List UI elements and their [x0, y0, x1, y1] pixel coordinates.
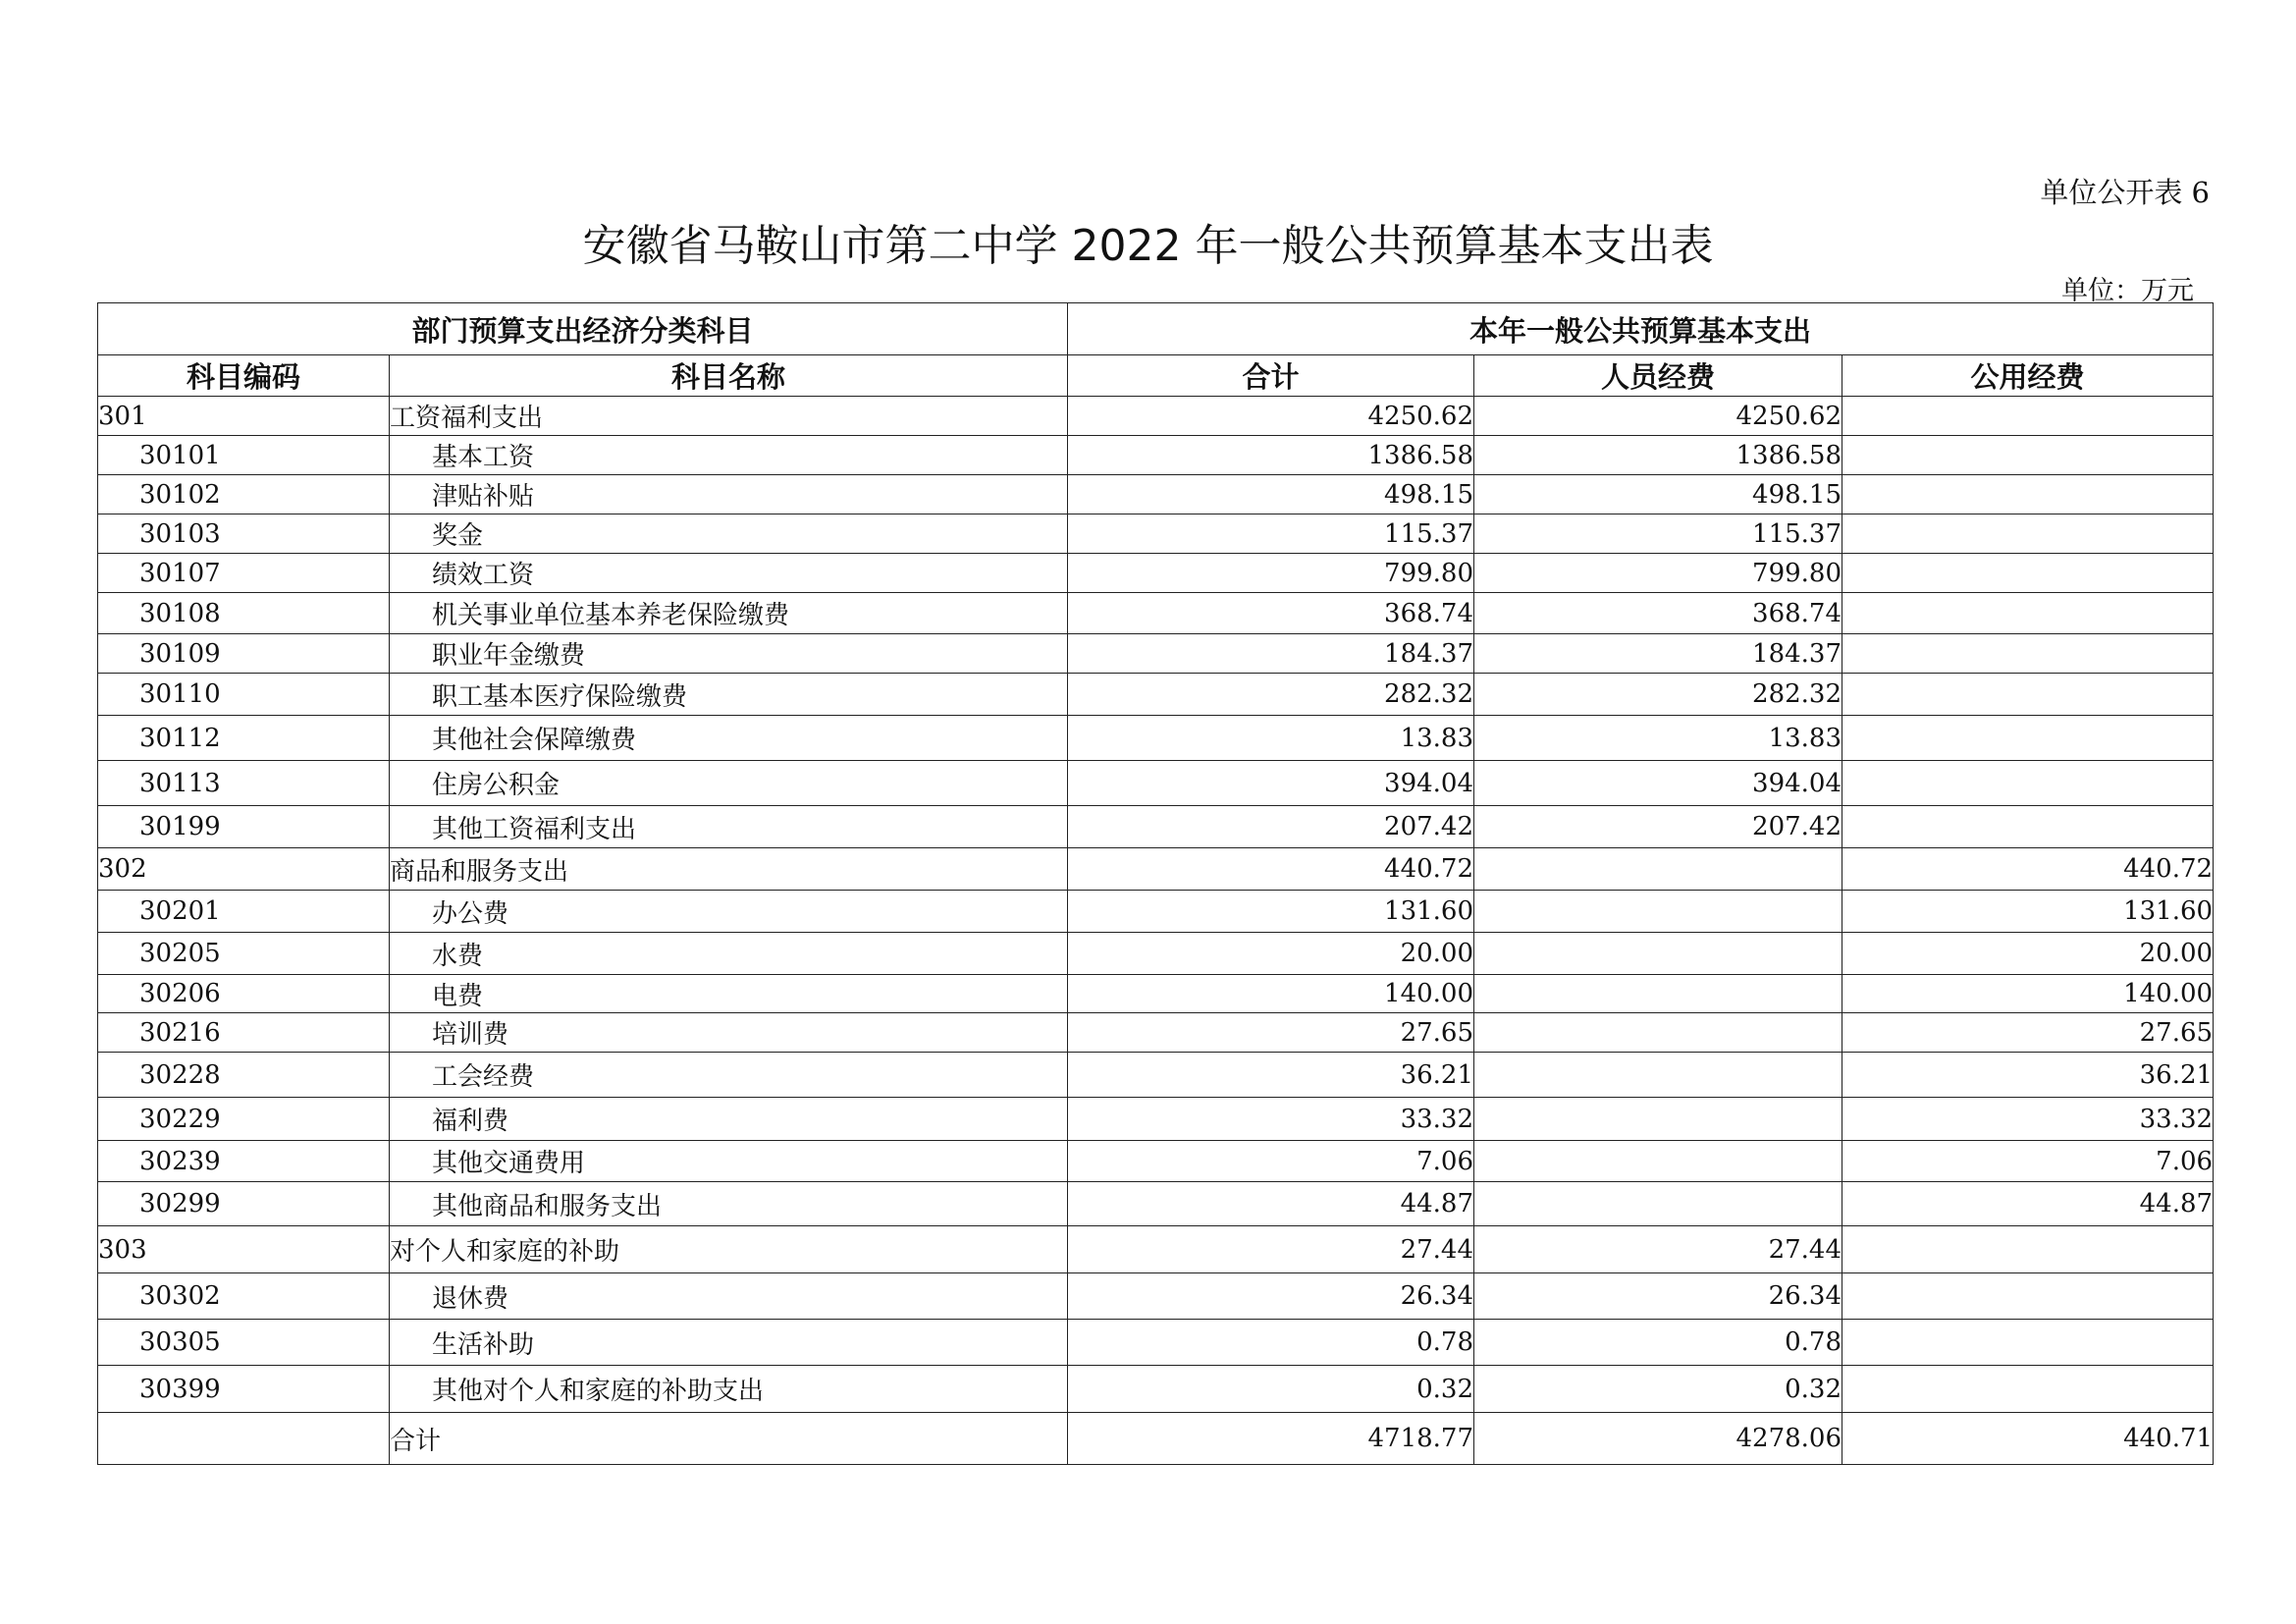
name-cell: 对个人和家庭的补助 — [390, 1226, 1068, 1273]
code-cell: 30216 — [98, 1013, 390, 1053]
code-cell: 30305 — [98, 1320, 390, 1366]
table-row — [98, 891, 2214, 933]
personnel-cell: 13.83 — [1474, 716, 1842, 761]
code-cell: 30201 — [98, 891, 390, 933]
table-row — [98, 1098, 2214, 1141]
table-row — [98, 1413, 2214, 1465]
unit-label: 单位：万元 — [2061, 276, 2194, 306]
personnel-cell — [1474, 1141, 1842, 1182]
personnel-cell — [1474, 975, 1842, 1013]
personnel-cell: 498.15 — [1474, 475, 1842, 514]
table-row — [98, 1226, 2214, 1273]
public-cell: 440.71 — [1842, 1413, 2214, 1465]
total-cell: 140.00 — [1068, 975, 1474, 1013]
total-cell: 7.06 — [1068, 1141, 1474, 1182]
name-cell: 绩效工资 — [390, 554, 1068, 593]
table-row — [98, 674, 2214, 716]
public-cell — [1842, 1366, 2214, 1413]
code-cell: 30108 — [98, 593, 390, 634]
personnel-cell — [1474, 891, 1842, 933]
total-cell: 0.32 — [1068, 1366, 1474, 1413]
table-row — [98, 761, 2214, 806]
personnel-cell: 207.42 — [1474, 806, 1842, 848]
total-cell: 4718.77 — [1068, 1413, 1474, 1465]
table-row — [98, 1366, 2214, 1413]
code-cell: 30110 — [98, 674, 390, 716]
public-cell: 440.72 — [1842, 848, 2214, 891]
personnel-cell: 282.32 — [1474, 674, 1842, 716]
page-title: 安徽省马鞍山市第二中学 2022 年一般公共预算基本支出表 — [582, 221, 1714, 271]
public-cell — [1842, 716, 2214, 761]
table-row — [98, 554, 2214, 593]
name-cell: 工资福利支出 — [390, 397, 1068, 436]
table-number-label: 单位公开表 6 — [2040, 176, 2210, 209]
name-cell: 电费 — [390, 975, 1068, 1013]
personnel-cell — [1474, 848, 1842, 891]
total-cell: 184.37 — [1068, 634, 1474, 674]
total-cell: 33.32 — [1068, 1098, 1474, 1141]
table-row — [98, 1141, 2214, 1182]
column-header-name: 科目名称 — [390, 355, 1068, 397]
total-cell: 27.44 — [1068, 1226, 1474, 1273]
personnel-cell: 0.78 — [1474, 1320, 1842, 1366]
total-cell: 282.32 — [1068, 674, 1474, 716]
table-row — [98, 593, 2214, 634]
name-cell: 其他社会保障缴费 — [390, 716, 1068, 761]
public-cell — [1842, 1320, 2214, 1366]
personnel-cell: 115.37 — [1474, 514, 1842, 554]
name-cell: 奖金 — [390, 514, 1068, 554]
table-row — [98, 1053, 2214, 1098]
code-cell: 30205 — [98, 933, 390, 975]
name-cell: 培训费 — [390, 1013, 1068, 1053]
personnel-cell: 0.32 — [1474, 1366, 1842, 1413]
name-cell: 职业年金缴费 — [390, 634, 1068, 674]
code-cell: 30399 — [98, 1366, 390, 1413]
total-cell: 799.80 — [1068, 554, 1474, 593]
total-cell: 44.87 — [1068, 1182, 1474, 1226]
group-header-classification: 部门预算支出经济分类科目 — [98, 303, 1068, 355]
budget-table — [97, 302, 2214, 1465]
table-row — [98, 975, 2214, 1013]
table-row — [98, 475, 2214, 514]
public-cell — [1842, 554, 2214, 593]
total-cell: 13.83 — [1068, 716, 1474, 761]
code-cell: 30103 — [98, 514, 390, 554]
column-header-code: 科目编码 — [98, 355, 390, 397]
name-cell: 商品和服务支出 — [390, 848, 1068, 891]
table-header — [98, 303, 2214, 397]
personnel-cell: 27.44 — [1474, 1226, 1842, 1273]
public-cell — [1842, 1226, 2214, 1273]
total-cell: 0.78 — [1068, 1320, 1474, 1366]
public-cell: 33.32 — [1842, 1098, 2214, 1141]
public-cell: 44.87 — [1842, 1182, 2214, 1226]
personnel-cell — [1474, 1013, 1842, 1053]
public-cell — [1842, 436, 2214, 475]
name-cell: 合计 — [390, 1413, 1068, 1465]
table-row — [98, 514, 2214, 554]
personnel-cell: 394.04 — [1474, 761, 1842, 806]
table-row — [98, 634, 2214, 674]
personnel-cell: 799.80 — [1474, 554, 1842, 593]
code-cell — [98, 1413, 390, 1465]
public-cell: 20.00 — [1842, 933, 2214, 975]
name-cell: 办公费 — [390, 891, 1068, 933]
name-cell: 其他商品和服务支出 — [390, 1182, 1068, 1226]
table-row — [98, 1182, 2214, 1226]
personnel-cell — [1474, 1182, 1842, 1226]
personnel-cell: 1386.58 — [1474, 436, 1842, 475]
code-cell: 30102 — [98, 475, 390, 514]
total-cell: 368.74 — [1068, 593, 1474, 634]
code-cell: 30228 — [98, 1053, 390, 1098]
name-cell: 其他交通费用 — [390, 1141, 1068, 1182]
public-cell — [1842, 397, 2214, 436]
public-cell — [1842, 674, 2214, 716]
table-row — [98, 1273, 2214, 1320]
personnel-cell: 184.37 — [1474, 634, 1842, 674]
name-cell: 其他对个人和家庭的补助支出 — [390, 1366, 1068, 1413]
table-row — [98, 1013, 2214, 1053]
code-cell: 30302 — [98, 1273, 390, 1320]
total-cell: 207.42 — [1068, 806, 1474, 848]
public-cell: 140.00 — [1842, 975, 2214, 1013]
public-cell: 131.60 — [1842, 891, 2214, 933]
public-cell: 7.06 — [1842, 1141, 2214, 1182]
total-cell: 440.72 — [1068, 848, 1474, 891]
name-cell: 机关事业单位基本养老保险缴费 — [390, 593, 1068, 634]
name-cell: 津贴补贴 — [390, 475, 1068, 514]
public-cell — [1842, 475, 2214, 514]
public-cell — [1842, 1273, 2214, 1320]
code-cell: 30206 — [98, 975, 390, 1013]
code-cell: 30229 — [98, 1098, 390, 1141]
code-cell: 30113 — [98, 761, 390, 806]
personnel-cell: 26.34 — [1474, 1273, 1842, 1320]
name-cell: 水费 — [390, 933, 1068, 975]
public-cell — [1842, 514, 2214, 554]
total-cell: 498.15 — [1068, 475, 1474, 514]
total-cell: 4250.62 — [1068, 397, 1474, 436]
public-cell — [1842, 806, 2214, 848]
name-cell: 工会经费 — [390, 1053, 1068, 1098]
personnel-cell — [1474, 1053, 1842, 1098]
code-cell: 30299 — [98, 1182, 390, 1226]
total-cell: 27.65 — [1068, 1013, 1474, 1053]
name-cell: 住房公积金 — [390, 761, 1068, 806]
table-row — [98, 933, 2214, 975]
public-cell — [1842, 761, 2214, 806]
code-cell: 30199 — [98, 806, 390, 848]
column-header-public: 公用经费 — [1842, 355, 2214, 397]
public-cell — [1842, 593, 2214, 634]
personnel-cell: 368.74 — [1474, 593, 1842, 634]
column-header-total: 合计 — [1068, 355, 1474, 397]
total-cell: 36.21 — [1068, 1053, 1474, 1098]
total-cell: 20.00 — [1068, 933, 1474, 975]
total-cell: 394.04 — [1068, 761, 1474, 806]
group-header-expenditure: 本年一般公共预算基本支出 — [1068, 303, 2214, 355]
table-row — [98, 397, 2214, 436]
total-cell: 115.37 — [1068, 514, 1474, 554]
total-cell: 1386.58 — [1068, 436, 1474, 475]
code-cell: 302 — [98, 848, 390, 891]
table-row — [98, 1320, 2214, 1366]
code-cell: 30107 — [98, 554, 390, 593]
code-cell: 301 — [98, 397, 390, 436]
name-cell: 生活补助 — [390, 1320, 1068, 1366]
column-header-personnel: 人员经费 — [1474, 355, 1842, 397]
public-cell: 27.65 — [1842, 1013, 2214, 1053]
code-cell: 30101 — [98, 436, 390, 475]
table-row — [98, 848, 2214, 891]
personnel-cell: 4278.06 — [1474, 1413, 1842, 1465]
total-cell: 26.34 — [1068, 1273, 1474, 1320]
code-cell: 303 — [98, 1226, 390, 1273]
name-cell: 职工基本医疗保险缴费 — [390, 674, 1068, 716]
code-cell: 30109 — [98, 634, 390, 674]
name-cell: 退休费 — [390, 1273, 1068, 1320]
personnel-cell — [1474, 1098, 1842, 1141]
name-cell: 其他工资福利支出 — [390, 806, 1068, 848]
table-body — [98, 397, 2214, 1465]
table-row — [98, 806, 2214, 848]
personnel-cell: 4250.62 — [1474, 397, 1842, 436]
name-cell: 福利费 — [390, 1098, 1068, 1141]
table-row — [98, 436, 2214, 475]
personnel-cell — [1474, 933, 1842, 975]
table-row — [98, 716, 2214, 761]
name-cell: 基本工资 — [390, 436, 1068, 475]
public-cell: 36.21 — [1842, 1053, 2214, 1098]
public-cell — [1842, 634, 2214, 674]
total-cell: 131.60 — [1068, 891, 1474, 933]
code-cell: 30112 — [98, 716, 390, 761]
code-cell: 30239 — [98, 1141, 390, 1182]
